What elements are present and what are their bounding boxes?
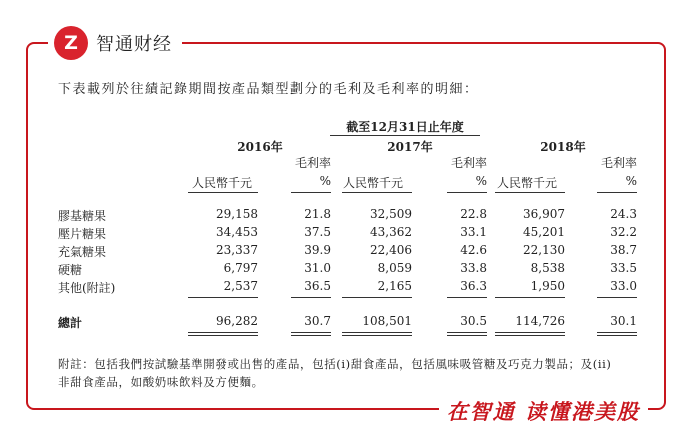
margin-unit-header: % <box>625 174 637 188</box>
amount-col-header: 人民幣千元 <box>497 176 558 190</box>
total-cell: 30.1 <box>610 314 637 328</box>
table-cell: 32,509 <box>370 207 412 221</box>
table-cell: 2,537 <box>223 279 258 293</box>
logo-icon: Z <box>54 26 88 60</box>
subtotal-rules <box>194 283 640 284</box>
table-cell: 31.0 <box>304 261 331 275</box>
table-cell: 22,406 <box>370 243 412 257</box>
total-rule-top <box>188 332 258 333</box>
footnote-line-1: 附註：包括我們按試驗基準開發或出售的產品，包括(i)甜食產品，包括風味吸管糖及巧克力製品；及(ii) <box>58 357 612 371</box>
total-rule-bottom <box>495 335 565 336</box>
table-cell: 36,907 <box>523 207 565 221</box>
table-cell: 42.6 <box>460 243 487 257</box>
year-header-2017: 2017年 <box>387 140 433 154</box>
amount-col-header: 人民幣千元 <box>192 176 253 190</box>
table-cell: 8,538 <box>530 261 565 275</box>
total-rule-bottom <box>291 335 331 336</box>
table-cell: 32.2 <box>610 225 637 239</box>
margin-col-header: 毛利率 <box>600 156 637 170</box>
year-header-2018: 2018年 <box>540 140 586 154</box>
column-header-rule <box>495 192 565 193</box>
total-cell: 114,726 <box>515 314 565 328</box>
total-cell: 30.7 <box>304 314 331 328</box>
total-rule-top <box>342 332 412 333</box>
column-header-rule <box>188 192 258 193</box>
table-cell: 43,362 <box>370 225 412 239</box>
total-rule-bottom <box>188 335 258 336</box>
total-cell: 96,282 <box>216 314 258 328</box>
table-cell: 36.3 <box>460 279 487 293</box>
subtotal-rule <box>597 297 637 298</box>
table-cell: 8,059 <box>377 261 412 275</box>
total-rule-bottom <box>342 335 412 336</box>
brand-name: 智通财经 <box>96 34 172 55</box>
row-label: 硬糖 <box>58 263 83 277</box>
total-rule-top <box>291 332 331 333</box>
table-cell: 2,165 <box>377 279 412 293</box>
table-cell: 38.7 <box>610 243 637 257</box>
subtotal-rule <box>291 297 331 298</box>
margin-unit-header: % <box>475 174 487 188</box>
table-cell: 6,797 <box>223 261 258 275</box>
table-cell: 45,201 <box>523 225 565 239</box>
column-header-rule <box>597 192 637 193</box>
subtotal-rule <box>447 297 487 298</box>
table-cell: 24.3 <box>610 207 637 221</box>
subtotal-rule <box>495 297 565 298</box>
total-rule-bottom <box>597 335 637 336</box>
column-header-rule <box>342 192 412 193</box>
subtotal-rule <box>342 297 412 298</box>
intro-text: 下表載列於往績記錄期間按產品類型劃分的毛利及毛利率的明細： <box>58 82 479 97</box>
year-header-2016: 2016年 <box>237 140 283 154</box>
table-cell: 37.5 <box>304 225 331 239</box>
table-cell: 21.8 <box>304 207 331 221</box>
brand-slogan: 在智通 读懂港美股 <box>439 396 648 426</box>
total-label: 總計 <box>58 316 83 330</box>
table-cell: 23,337 <box>216 243 258 257</box>
amount-col-header: 人民幣千元 <box>343 176 404 190</box>
table-cell: 33.5 <box>610 261 637 275</box>
margin-col-header: 毛利率 <box>294 156 331 170</box>
total-rule-top <box>447 332 487 333</box>
margin-col-header: 毛利率 <box>450 156 487 170</box>
table-cell: 33.0 <box>610 279 637 293</box>
footnote-line-2: 非甜食產品，如酸奶味飲料及方便麵。 <box>58 375 264 389</box>
row-label: 充氣糖果 <box>58 245 107 259</box>
table-cell: 39.9 <box>304 243 331 257</box>
table-cell: 34,453 <box>216 225 258 239</box>
table-cell: 33.1 <box>460 225 487 239</box>
table-cell: 22,130 <box>523 243 565 257</box>
table-cell: 33.8 <box>460 261 487 275</box>
total-rule-top <box>597 332 637 333</box>
row-label: 壓片糖果 <box>58 227 107 241</box>
total-cell: 108,501 <box>362 314 412 328</box>
table-cell: 1,950 <box>530 279 565 293</box>
brand-logo <box>48 24 182 62</box>
table-cell: 22.8 <box>460 207 487 221</box>
subtotal-rule <box>188 297 258 298</box>
table-cell: 36.5 <box>304 279 331 293</box>
total-rule-bottom <box>447 335 487 336</box>
table-cell: 29,158 <box>216 207 258 221</box>
row-label: 膠基糖果 <box>58 209 107 223</box>
total-rule-top <box>495 332 565 333</box>
column-header-rule <box>447 192 487 193</box>
period-underline <box>330 135 480 136</box>
row-label: 其他(附註) <box>58 281 116 295</box>
total-cell: 30.5 <box>460 314 487 328</box>
period-header: 截至12月31日止年度 <box>346 120 464 134</box>
column-header-rule <box>291 192 331 193</box>
margin-unit-header: % <box>319 174 331 188</box>
